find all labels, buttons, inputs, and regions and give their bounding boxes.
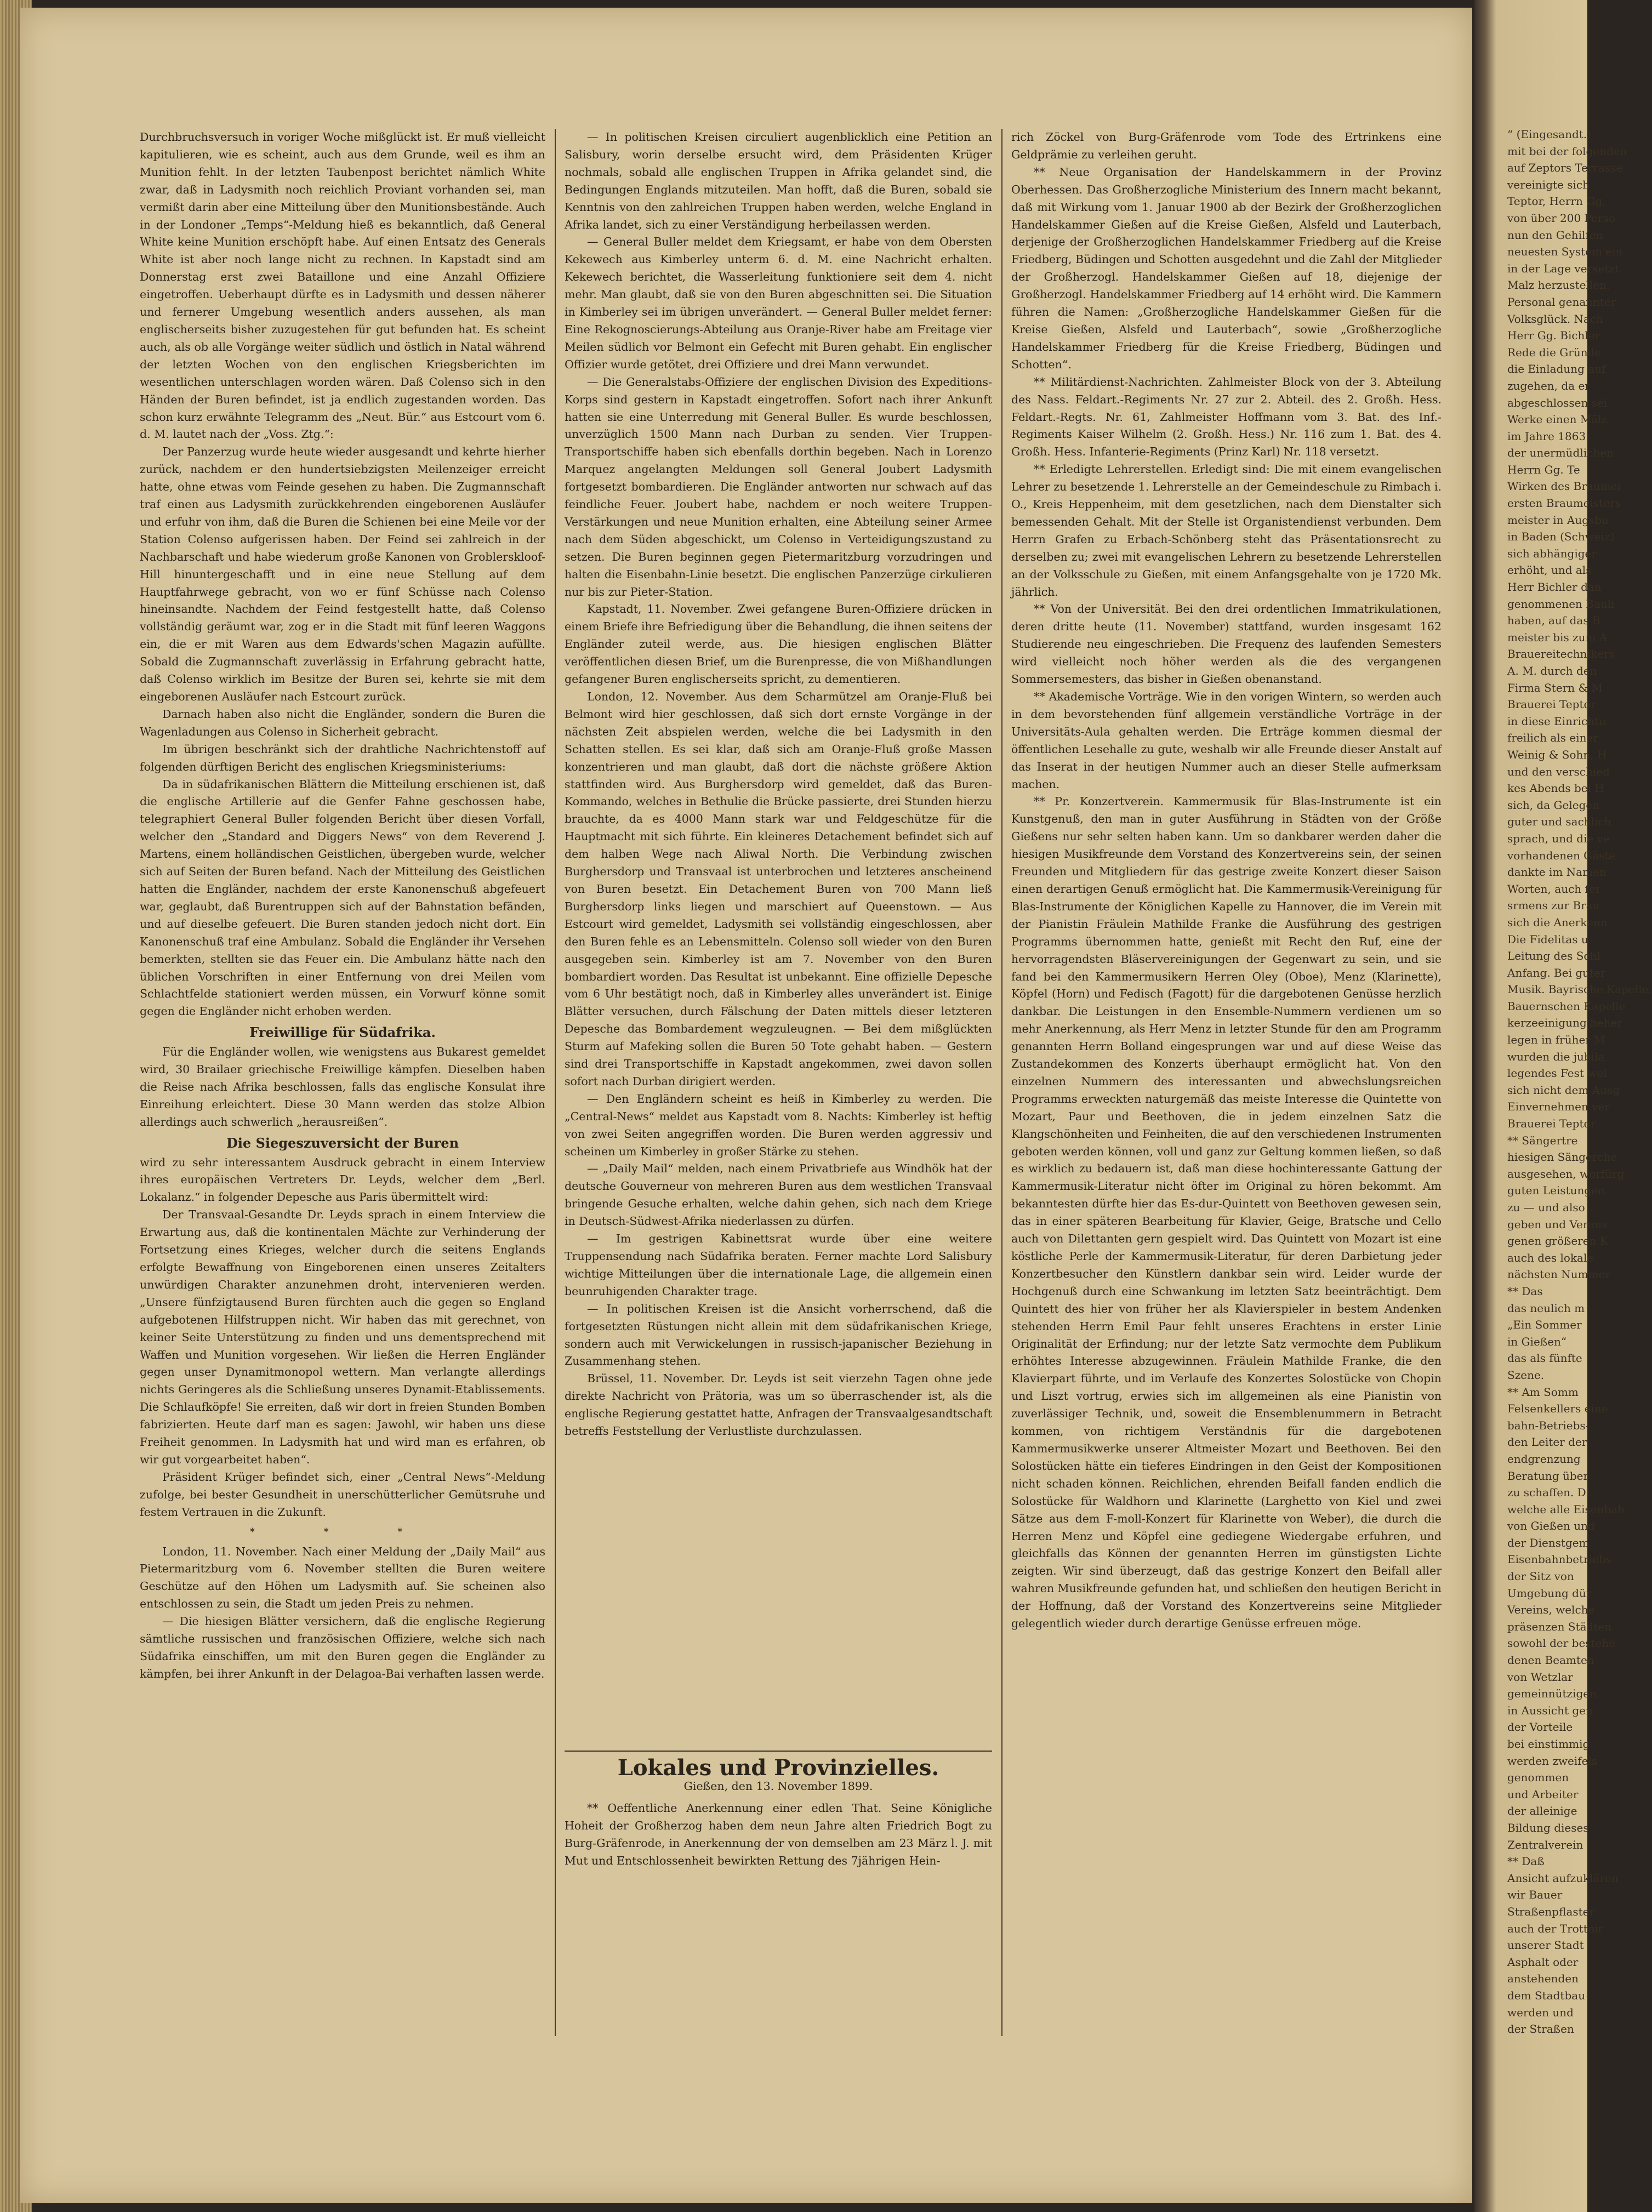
asterism-divider: * * * [249,1526,436,1538]
local-news-section [565,1743,992,2028]
col3-para-1: rich Zöckel von Burg-Gräfenrode vom Tode des Ertrinkens eine Geldprämie zu verleihen geruht. [1011,130,1442,161]
column-3 [1011,129,1442,2020]
col2-bottom-para-1: ** Oeffentliche Anerkennung einer edlen That. Seine Königliche Hoheit der Großherzog haben dem neun Jahre alten Friedrich Bogt zu Burg-Gräfenrode, in Anerkennung der von demselben am 23 März l. J. mit Mut und Entschlossenheit bewirkten Rettung des 7jährigen Hein- [565,1801,992,1867]
col2-para-9: — In politischen Kreisen ist die Ansicht vorherrschend, daß die fortgesetzten Rüstungen nicht allein mit dem südafrikanischen Kriege, sondern auch mit Verwickelungen in russisch-japanischer Beziehung in Zusammenhang stehen. [565,1302,992,1368]
col3-para-3: ** Militärdienst-Nachrichten. Zahlmeister Block von der 3. Abteilung des Nass. Feldart.-Regiments Nr. 27 zur 2. Abteil. des 2. Großh. Hess. Feldart.-Regts. Nr. 61, Zahlmeister Hoffmann vom 3. Bat. des Inf.-Regiments Kaiser Wilhelm (2. Großh. Hess.) Nr. 116 zum 1. Bat. des 4. Großh. Hess. Infanterie-Regiments (Prinz Karl) Nr. 118 versetzt. [1011,375,1442,459]
heading-freiwillige: Freiwillige für Südafrika. [249,1024,436,1041]
col2-para-3: — Die Generalstabs-Offiziere der englischen Division des Expeditions-Korps sind gestern in Kapstadt eingetroffen. Sofort nach ihrer Ankunft hatten sie eine Unterredung mit General Buller. Es wurde beschlossen, unverzüglich 1500 Mann nach Durban zu senden. Vier Truppen-Transportschiffe haben sich ebenfalls dorthin begeben. Nach in Lorenzo Marquez angelangten Meldungen soll General Joubert Ladysmith fortgesetzt bombardieren. Die Engländer antworten nur schwach auf das feindliche Feuer. Joubert habe, nachdem er noch weitere Truppen-Verstärkungen und neue Munition erhalten, eine Abteilung seiner Armee nach dem Süden abgeschickt, um Colenso in Verteidigungszustand zu setzen. Die Buren beginnen gegen Pietermaritzburg vorzudringen und halten die Eisenbahn-Linie besetzt. Die englischen Panzerzüge cirkulieren nur bis zur Pieter-Station. [565,375,992,598]
col1-para-5: Da in südafrikanischen Blättern die Mitteilung erschienen ist, daß die englische Artillerie auf die Genfer Fahne geschossen habe, telegraphiert General Buller folgenden Bericht über diesen Vorfall, welcher den „Standard and Diggers News“ von dem Reverend J. Martens, einem holländischen Geistlichen, übergeben wurde, welcher sich auf Seiten der Buren befand. Nach der Mitteilung des Geistlichen hatten die Engländer, nachdem der erste Kanonenschuß abgefeuert war, geglaubt, daß Burentruppen sich auf der Bahnstation befänden, und auf dieselbe gefeuert. Die Buren standen jedoch nicht dort. Ein Kanonenschuß traf eine Ambulanz. Sobald die Engländer ihr Versehen bemerkten, stellten sie das Feuer ein. Die Ambulanz hätte nach den üblichen Vorschriften in einer Entfernung von drei Meilen vom Schlachtfelde stationiert werden müssen, ein Vorwurf könne somit gegen die Engländer nicht erhoben werden. [140,777,545,1018]
col3-para-5: ** Von der Universität. Bei den drei ordentlichen Immatrikulationen, deren dritte heute (11. November) stattfand, wurden insgesamt 162 Studierende neu eingeschrieben. Die Frequenz des laufenden Semesters wird vielleicht noch höher werden als die des vergangenen Sommersemesters, das bisher in Gießen obenanstand. [1011,602,1442,686]
column-2 [565,129,992,1729]
col1-para-1: Durchbruchsversuch in voriger Woche mißglückt ist. Er muß vielleicht kapitulieren, wie es scheint, auch aus dem Grunde, weil es ihm an Munition fehlt. In der letzten Taubenpost berichtet nämlich White zwar, daß in Ladysmith noch reichlich Proviant vorhanden sei, man vermißt darin aber eine Mitteilung über den Munitionsbestände. Auch in der Londoner „Temps“-Meldung hieß es bekanntlich, daß General White keine Munition erschöpft habe. Auf einen Entsatz des Generals White ist aber noch lange nicht zu rechnen. In Kapstadt sind am Donnerstag erst zwei Bataillone und eine Anzahl Offiziere eingetroffen. Ueberhaupt dürfte es in Ladysmith und dessen näherer und fernerer Umgebung wesentlich anders aussehen, als man englischerseits bisher zuzugestehen für gut befunden hat. Es scheint auch, als ob alle Vorgänge weiter südlich und östlich in Natal während der letzten Wochen von den englischen Kriegsberichten im wesentlichen unterschlagen worden wären. Daß Colenso sich in den Händen der Buren befindet, ist ja endlich zugestanden worden. Das schon kurz erwähnte Telegramm des „Neut. Bür.“ aus Estcourt vom 6. d. M. lautet nach der „Voss. Ztg.“: [140,130,545,441]
col2-para-7: — „Daily Mail“ melden, nach einem Privatbriefe aus Windhök hat der deutsche Gouverneur von mehreren Buren aus dem westlichen Transvaal bringende Gesuche erhalten, welche dahin gehen, sich nach dem Kriege in Deutsch-Südwest-Afrika niederlassen zu dürfen. [565,1162,992,1228]
col2-para-5: London, 12. November. Aus dem Scharmützel am Oranje-Fluß bei Belmont wird hier geschlossen, daß sich dort ernste Vorgänge in der nächsten Zeit abspielen werden, welche die bei Ladysmith in den Schatten stellen. Es sei klar, daß sich am Oranje-Fluß große Massen konzentrieren und man glaubt, daß dort die nächste größere Aktion stattfinden wird. Aus Burghersdorp wird gemeldet, daß das Buren-Kommando, welches in Bethulie die Brücke passierte, drei Stunden hierzu brauchte, da es 4000 Mann stark war und Feldgeschütze für die Hauptmacht mit sich führte. Ein kleineres Detachement befindet sich auf dem halben Wege nach Aliwal North. Die Verbindung zwischen Burghersdorp und Transvaal ist unterbrochen und letzteres anscheinend von Buren besetzt. Ein Detachement Buren von 700 Mann ließ Burghersdorp links liegen und marschiert auf Queenstown. — Aus Estcourt wird gemeldet, Ladysmith sei vollständig eingeschlossen, aber den Buren fehle es an Lebensmitteln. Colenso soll wieder von den Buren ausgegeben sein. Kimberley ist am 7. November von den Buren bombardiert worden. Das Resultat ist unbekannt. Eine offizielle Depesche vom 6 Uhr bestätigt noch, daß in Kimberley alles unverändert ist. Einige Blätter versuchen, durch Fälschung der Daten mittels dieser letzteren Depesche das Bombardement wegzuleugnen. — Bei dem mißglückten Sturm auf Mafeking sollen die Buren 50 Tote gehabt haben. — Gestern sind drei Transportschiffe in Kapstadt angekommen, zwei davon sollen sofort nach Durban dirigiert werden. [565,690,992,1088]
col1-para-10: London, 11. November. Nach einer Meldung der „Daily Mail“ aus Pietermaritzburg vom 6. November stellten die Buren weitere Geschütze auf den Höhen um Ladysmith auf. Sie scheinen also entschlossen zu sein, die Stadt um jeden Preis zu nehmen. [140,1544,545,1611]
col2-para-4: Kapstadt, 11. November. Zwei gefangene Buren-Offiziere drücken in einem Briefe ihre Befriedigung über die Behandlung, die ihnen seitens der Engländer zuteil werde, aus. Die hiesigen englischen Blätter veröffentlichen diesen Brief, um die Burenpresse, die von Mißhandlungen gefangener Buren englischerseits spricht, zu dementieren. [565,602,992,686]
col3-para-6: ** Akademische Vorträge. Wie in den vorigen Wintern, so werden auch in dem bevorstehenden fünf allgemein verständliche Vorträge in der Universitäts-Aula gehalten werden. Die Erträge kommen diesmal der öffentlichen Lesehalle zu gute, weshalb wir alle Freunde dieser Anstalt auf das Inserat in der heutigen Nummer auch an dieser Stelle aufmerksam machen. [1011,690,1442,791]
column-rule-2 [1001,129,1002,2036]
col1-para-8: Der Transvaal-Gesandte Dr. Leyds sprach in einem Interview die Erwartung aus, daß die kontinentalen Mächte zur Verhinderung der Fortsetzung eines Krieges, welcher durch die seitens Englands erfolgte Bewaffnung von Eingeborenen einen unseres Zeitalters unwürdigen Charakter anzunehmen droht, intervenieren werden. „Unsere fünfzigtausend Buren fürchten auch die gegen so England aufgebotenen Hilfstruppen nicht. Wir haben das mit gerechnet, von keiner Seite Unterstützung zu finden und uns dementsprechend mit Waffen und Munition vorgesehen. Wir ließen die Herren Engländer gegen unser Dynamitmonopol wettern. Man verlangte allerdings nichts Geringeres als die Schließung unseres Dynamit-Etablissements. Die Schlaufköpfe! Sie erreiten, daß wir dort in freien Stunden Bomben fabrizierten. Heute darf man es sagen: Jawohl, wir haben uns diese Freiheit genommen. In Ladysmith hat und wird man es erfahren, ob wir gut vorgearbeitet haben“. [140,1208,545,1466]
col1-para-9: Präsident Krüger befindet sich, einer „Central News“-Meldung zufolge, bei bester Gesundheit in unerschütterlicher Gemütsruhe und festem Vertrauen in die Zukunft. [140,1470,545,1519]
adjacent-page-edge [1474,0,1652,2212]
heading-siegeszuversicht: Die Siegeszuversicht der Buren [226,1134,459,1151]
col3-para-2: ** Neue Organisation der Handelskammern in der Provinz Oberhessen. Das Großherzogliche Ministerium des Innern macht bekannt, daß mit Wirkung vom 1. Januar 1900 ab der Bezirk der Großherzoglichen Handelskammer Gießen auf die Kreise Gießen, Alsfeld und Lauterbach, derjenige der Großherzoglichen Handelskammer Friedberg auf die Kreise Friedberg, Büdingen und Schotten ausgedehnt und die Zahl der Mitglieder der Großherzogl. Handelskammer Gießen auf 18, diejenige der Großherzogl. Handelskammer Friedberg auf 14 erhöht wird. Die Kammern führen die Namen: „Großherzogliche Handelskammer Gießen für die Kreise Gießen, Alsfeld und Lauterbach“, sowie „Großherzogliche Handelskammer Friedberg für die Kreise Friedberg, Büdingen und Schotten“. [1011,165,1442,371]
column-rule-1 [555,129,556,2036]
col1-para-11: — Die hiesigen Blätter versichern, daß die englische Regierung sämtliche russischen und französischen Offiziere, welche sich nach Südafrika einschiffen, um mit den Buren gegen die Engländer zu kämpfen, bei ihrer Ankunft in der Delagoa-Bai verhaften lassen werde. [140,1615,545,1680]
col3-para-7: ** Pr. Konzertverein. Kammermusik für Blas-Instrumente ist ein Kunstgenuß, den man in guter Ausführung in Städten von der Größe Gießens nur sehr selten haben kann. Um so dankbarer werden daher die hiesigen Musikfreunde dem Vorstand des Konzertvereins sein, der seinen Freunden und Mitgliedern für das gestrige zweite Konzert dieser Saison einen derartigen Genuß ermöglicht hat. Die Kammermusik-Vereinigung für Blas-Instrumente der Königlichen Kapelle zu Hannover, die im Verein mit der Pianistin Fräulein Mathilde Franke die Ausführung des gestrigen Programms übernommen hatte, genießt mit Recht den Ruf, eine der hervorragendsten Bläservereinigungen der Gegenwart zu sein, und sie fand bei den Kammermusikern Herren Oley (Oboe), Menz (Klarinette), Köpfel (Horn) und Fedisch (Fagott) für die dargebotenen Genüsse herzlich dankbar. Die Leistungen in den Ensemble-Nummern verdienen um so mehr Anerkennung, als Herr Menz in letzter Stunde für den am Programm genannten Herrn Bolland eingesprungen war und auf diese Weise das Zustandekommen des Konzerts überhaupt ermöglicht hat. Von den einzelnen Nummern des interessanten und abwechslungsreichen Programms erweckten naturgemäß das meiste Interesse die Quintette von Mozart, Paur und Beethoven, die in jedem einzelnen Satz die Klangschönheiten und Feinheiten, die auf den verschiedenen Instrumenten geboten werden können, voll und ganz zur Geltung kommen ließen, so daß es wirklich zu bedauern ist, daß man diese hochinteressante Gattung der Kammermusik-Literatur nicht öfter im Original zu hören bekommt. Am bekanntesten dürfte hier das Es-dur-Quintett von Beethoven gewesen sein, das in einer späteren Bearbeitung für Klavier, Geige, Bratsche und Cello auch von Dilettanten gern gespielt wird. Das Quintett von Mozart ist eine köstliche Perle der Kammermusik-Literatur, für deren Darbietung jeder Konzertbesucher den Künstlern dankbar sein wird. Leider wurde der Hochgenuß durch eine Schwankung im letzten Satz beeinträchtigt. Dem Quintett des hier von früher her als Klavierspieler in bestem Andenken stehenden Herrn Emil Paur fehlt unseres Erachtens in erster Linie Originalität der Erfindung; nur der letzte Satz vermochte dem Publikum erhöhtes Interesse abzugewinnen. Fräulein Mathilde Franke, die den Klavierpart führte, und im Verlaufe des Konzertes Solostücke von Chopin und Liszt vortrug, erwies sich im allgemeinen als eine Pianistin von zuverlässiger Technik, und, soweit die Ensemblenummern in Betracht kommen, von richtigem Verständnis für die dargebotenen Kammermusikwerke unserer Altmeister Mozart und Beethoven. Bei den Solostücken hätte ein tieferes Eindringen in den Geist der Kompositionen nicht schaden können. Reichlichen, ehrenden Beifall fanden endlich die Solostücke für Waldhorn und Klarinette (Larghetto von Kiel und zwei Sätze aus dem F-moll-Konzert für Klarinette von Weber), die durch die Herren Menz und Köpfel eine gediegene Wiedergabe erfuhren, und gleichfalls das Können der genannten Herren im günstigsten Lichte zeigten. Wir sind überzeugt, daß das gestrige Konzert den Beifall aller wahren Musikfreunde gefunden hat, und schließen den heutigen Bericht in der Hoffnung, daß der Vorstand des Konzertvereins seine Mitglieder gelegentlich wieder durch derartige Genüsse erfreuen möge. [1011,795,1442,1631]
dateline: Gießen, den 13. November 1899. [683,1779,873,1793]
section-title: Lokales und Provinzielles. [617,1755,939,1781]
col2-para-6: — Den Engländern scheint es heiß in Kimberley zu werden. Die „Central-News“ meldet aus Kapstadt vom 8. Nachts: Kimberley ist heftig von zwei Seiten angegriffen worden. Die Buren werden aggressiv und scheinen um Kimberley in großer Stärke zu stehen. [565,1092,992,1158]
column-1 [140,129,545,2042]
section-rule [565,1751,992,1752]
col2-para-2: — General Buller meldet dem Kriegsamt, er habe von dem Obersten Kekewech aus Kimberley unterm 6. d. M. eine Nachricht erhalten. Kekewech berichtet, die Wasserleitung funktioniere seit dem 4. nicht mehr. Man glaubt, daß sie von den Buren abgeschnitten sei. Die Situation in Kimberley sei im übrigen unverändert. — General Buller meldet ferner: Eine Rekognoscierungs-Abteilung aus Oranje-River habe am Freitage vier Meilen südlich vor Belmont ein Gefecht mit Buren gehabt. Ein englischer Offizier wurde getötet, drei Offiziere und drei Mann verwundet. [565,235,992,371]
adjacent-page-text: “ (Eingesandt.) mit bei der folgenden auf Zeptors Terrasse vereinigte sich Teptor, Herrn Gg. von über 200 Perso nun den Gehilfen neuesten System ein in der Lage versetzt Malz herzustellen. Personal genannter Volksglück. Nach Herr Gg. Bichler Rede die Gründe die Einladung auf zugehen, da er abgeschlossen sei Werke einen Mälz im Jahre 1863. der unermüdlichen Herrn Gg. Te Wirken des Braumei ersten Braumeisters meister in Augsbu in Baden (Schweiz) sich abhängiger erhöht, und als Herr Bichler dan genommenen Bauli haben, auf das B meister bis zum A Brauereitechnikers A. M. durch den Firma Stern & M Brauerei Teptor in diese Einrichtu freilich als einer Weinig & Sohn, H und den verschied kes Abends bei H sich, da Gelegen guter und sachlich sprach, und die ve vorhandenen Gäste dankte im Namen Worten, auch fer srmens zur Brau sich die Anerkenn Die Fidelitas u Leitung des Schl Anfang. Bei guter Musik. Bayrische Kapelle. Bauernschen Kapelle kerzeeinigung beher legen in früher M wurden die jubila legendes Fest wol sich nicht dem Ausg Einvernehmen ver Brauerei Teptor ** Sängertre hiesigen Sängerche ausgesehen, worfürg guten Leistungen zu — und also geben und Verans genen größeren K auch des lokale nächsten Nummer ** Das das neulich m „Ein Sommer in Gießen“ das als fünfte Szene. ** Am Somm Felsenkellers eine bahn-Betriebs- den Leiter der endgrenzung Beratung über zu schaffen. Di welche alle Eisenbah von Gießen und der Dienstgem Eisenbahnbetriebs der Sitz von Umgebung dür Vereins, welche präsenzen Städten sowohl der bestehe denen Beamten von Wetzlar gemeinnützigen in Aussicht gen der Vorteile bei einstimmig werden zweifels genommen und Arbeiter der alleinige Bildung dieses Zentralverein ** Daß Ansicht aufzuklären wir Bauer Straßenpflaster auch der Trottoir unserer Stadt Asphalt oder anstehenden dem Stadtbau werden und der Straßen [1507,128,1652,2036]
col1-para-3: Darnach haben also nicht die Engländer, sondern die Buren die Wagenladungen aus Colenso in Sicherheit gebracht. [140,707,545,738]
col1-para-4: Im übrigen beschränkt sich der drahtliche Nachrichtenstoff auf folgenden dürftigen Bericht des englischen Kriegsministeriums: [140,742,545,773]
col1-para-7: wird zu sehr interessantem Ausdruck gebracht in einem Interview ihres europäischen Vertreters Dr. Leyds, welcher dem „Berl. Lokalanz.“ in folgender Depesche aus Paris übermittelt wird: [140,1155,545,1204]
col2-para-8: — Im gestrigen Kabinettsrat wurde über eine weitere Truppensendung nach Südafrika beraten. Ferner machte Lord Salisbury wichtige Mitteilungen über die internationale Lage, die allgemein einen beunruhigenden Charakter trage. [565,1232,992,1298]
col1-para-2: Der Panzerzug wurde heute wieder ausgesandt und kehrte hierher zurück, nachdem er den hundertsiebzigsten Meilenzeiger erreicht hatte, ohne etwas vom Feinde gesehen zu haben. Die Zugmannschaft traf einen aus Ladysmith zurückkehrenden eingeborenen Ausläufer und erfuhr von ihm, daß die Buren die Schienen bei eine Meile vor der Station Colenso aufgerissen haben. Der Feind sei zahlreich in der Nachbarschaft und habe wiederum große Kanonen von Groblerskloof-Hill hinuntergeschafft und in eine neue Stellung auf dem Hauptfahrwege gebracht, von wo er fünf Schüsse nach Colenso hineinsandte. Nachdem der Feind festgestellt hatte, daß Colenso vollständig geräumt war, zog er in die Stadt mit fünf leeren Waggons ein, die er mit Waren aus dem Edwards'schen Magazin aufüllte. Sobald die Zugmannschaft zuverlässig in Erfahrung gebracht hatte, daß Colenso wirklich im Besitze der Buren sei, kehrte sie mit dem eingeborenen Ausläufer nach Estcourt zurück. [140,445,545,703]
col2-para-10: Brüssel, 11. November. Dr. Leyds ist seit vierzehn Tagen ohne jede direkte Nachricht von Prätoria, was um so überraschender ist, als die englische Regierung gestattet hatte, Anfragen der Transvaalgesandtschaft betreffs Feststellung der Verlustliste durchzulassen. [565,1372,992,1438]
col3-para-4: ** Erledigte Lehrerstellen. Erledigt sind: Die mit einem evangelischen Lehrer zu besetzende 1. Lehrerstelle an der Gemeindeschule zu Rimbach i. O., Kreis Heppenheim, mit dem gesetzlichen, nach dem Dienstalter sich bemessenden Gehalt. Mit der Stelle ist Organistendienst verbunden. Dem Herrn Grafen zu Erbach-Schönberg steht das Präsentationsrecht zu derselben zu; zwei mit evangelischen Lehrern zu besetzende Lehrerstellen an der Volksschule zu Gießen, mit einem Anfangsgehalte von je 1720 Mk. jährlich. [1011,463,1442,598]
col2-para-1: — In politischen Kreisen circuliert augenblicklich eine Petition an Salisbury, worin derselbe ersucht wird, dem Präsidenten Krüger nochmals, sobald alle englischen Truppen in Afrika gelandet sind, die Bedingungen Englands mitzuteilen. Man hofft, daß die Buren, sobald sie Kenntnis von den zahlreichen Truppen haben werden, welche England in Afrika landet, sich zu einer Verständigung herbeilassen werden. [565,130,992,231]
col1-para-6: Für die Engländer wollen, wie wenigstens aus Bukarest gemeldet wird, 30 Brailaer griechische Freiwillige kämpfen. Dieselben haben die Reise nach Afrika beschlossen, falls das englische Konsulat ihre Einreihung erleichtert. Diese 30 Mann werden das stolze Albion allerdings auch schwerlich „herausreißen“. [140,1045,545,1128]
